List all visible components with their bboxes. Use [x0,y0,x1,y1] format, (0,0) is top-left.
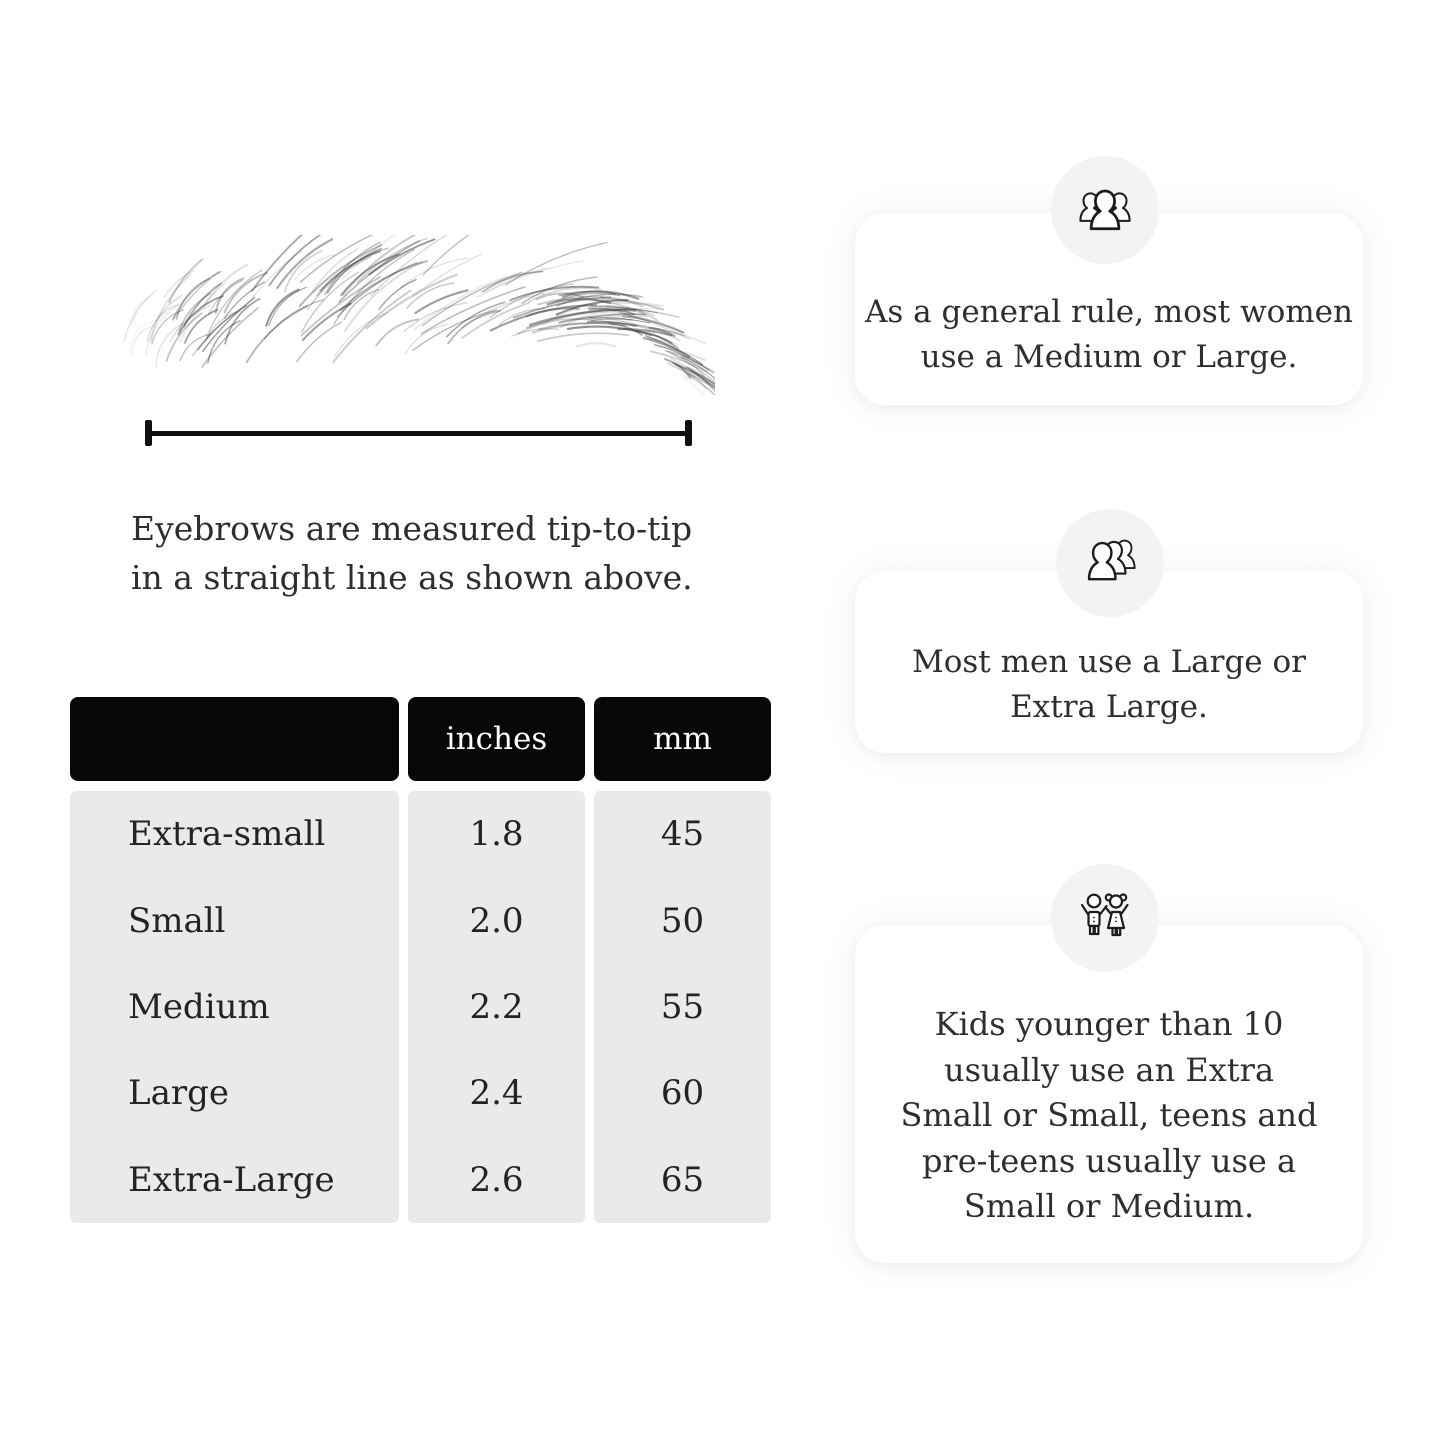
size-column [70,791,399,1223]
inches-column [408,791,585,1223]
size-table [70,697,771,1223]
size-label: Medium [128,986,270,1027]
header-cell-mm: mm [594,697,771,781]
card-men-text [855,640,1363,730]
inches-value: 2.0 [469,900,524,941]
size-label: Small [128,900,226,941]
card-text-line: Small or Small, teens and [900,1096,1318,1134]
inches-value: 2.6 [469,1159,524,1200]
card-text-line: pre-teens usually use a [921,1141,1297,1180]
card-text-line: Small or Medium. [963,1187,1255,1225]
card-women-text [855,290,1363,380]
mm-value: 55 [660,986,705,1027]
card-text-line: usually use an Extra [943,1050,1275,1089]
caption-line-1: Eyebrows are measured tip-to-tip [131,509,693,548]
mm-column [594,791,771,1223]
header-cell-blank [70,697,399,781]
inches-value: 2.4 [469,1073,524,1114]
card-text-line: use a Medium or Large. [920,339,1298,375]
size-label: Extra-Large [128,1159,335,1200]
mm-value: 50 [660,900,705,941]
size-label: Extra-small [128,814,326,855]
measurement-caption [131,504,771,602]
measurement-left-tick [145,420,152,446]
size-table-body [70,791,771,1223]
inches-value: 1.8 [469,814,524,855]
card-kids-text [855,1002,1363,1230]
size-table-header [70,697,771,781]
kids-icon [1051,864,1159,972]
caption-line-2: in a straight line as shown above. [131,558,693,597]
card-text-line: Most men use a Large or [911,644,1306,680]
size-label: Large [128,1073,229,1114]
women-group-icon [1051,156,1159,264]
card-text-line: Extra Large. [1010,689,1208,725]
men-group-icon [1056,509,1164,617]
mm-value: 60 [660,1073,705,1114]
card-text-line: As a general rule, most women [865,294,1353,330]
header-cell-inches: inches [408,697,585,781]
mm-value: 45 [660,814,705,855]
measurement-rule [152,431,685,436]
eyebrow-illustration [115,235,715,395]
inches-value: 2.2 [469,986,524,1027]
card-text-line: Kids younger than 10 [934,1005,1284,1043]
measurement-line [145,420,692,446]
measurement-right-tick [685,420,692,446]
mm-value: 65 [660,1159,705,1200]
